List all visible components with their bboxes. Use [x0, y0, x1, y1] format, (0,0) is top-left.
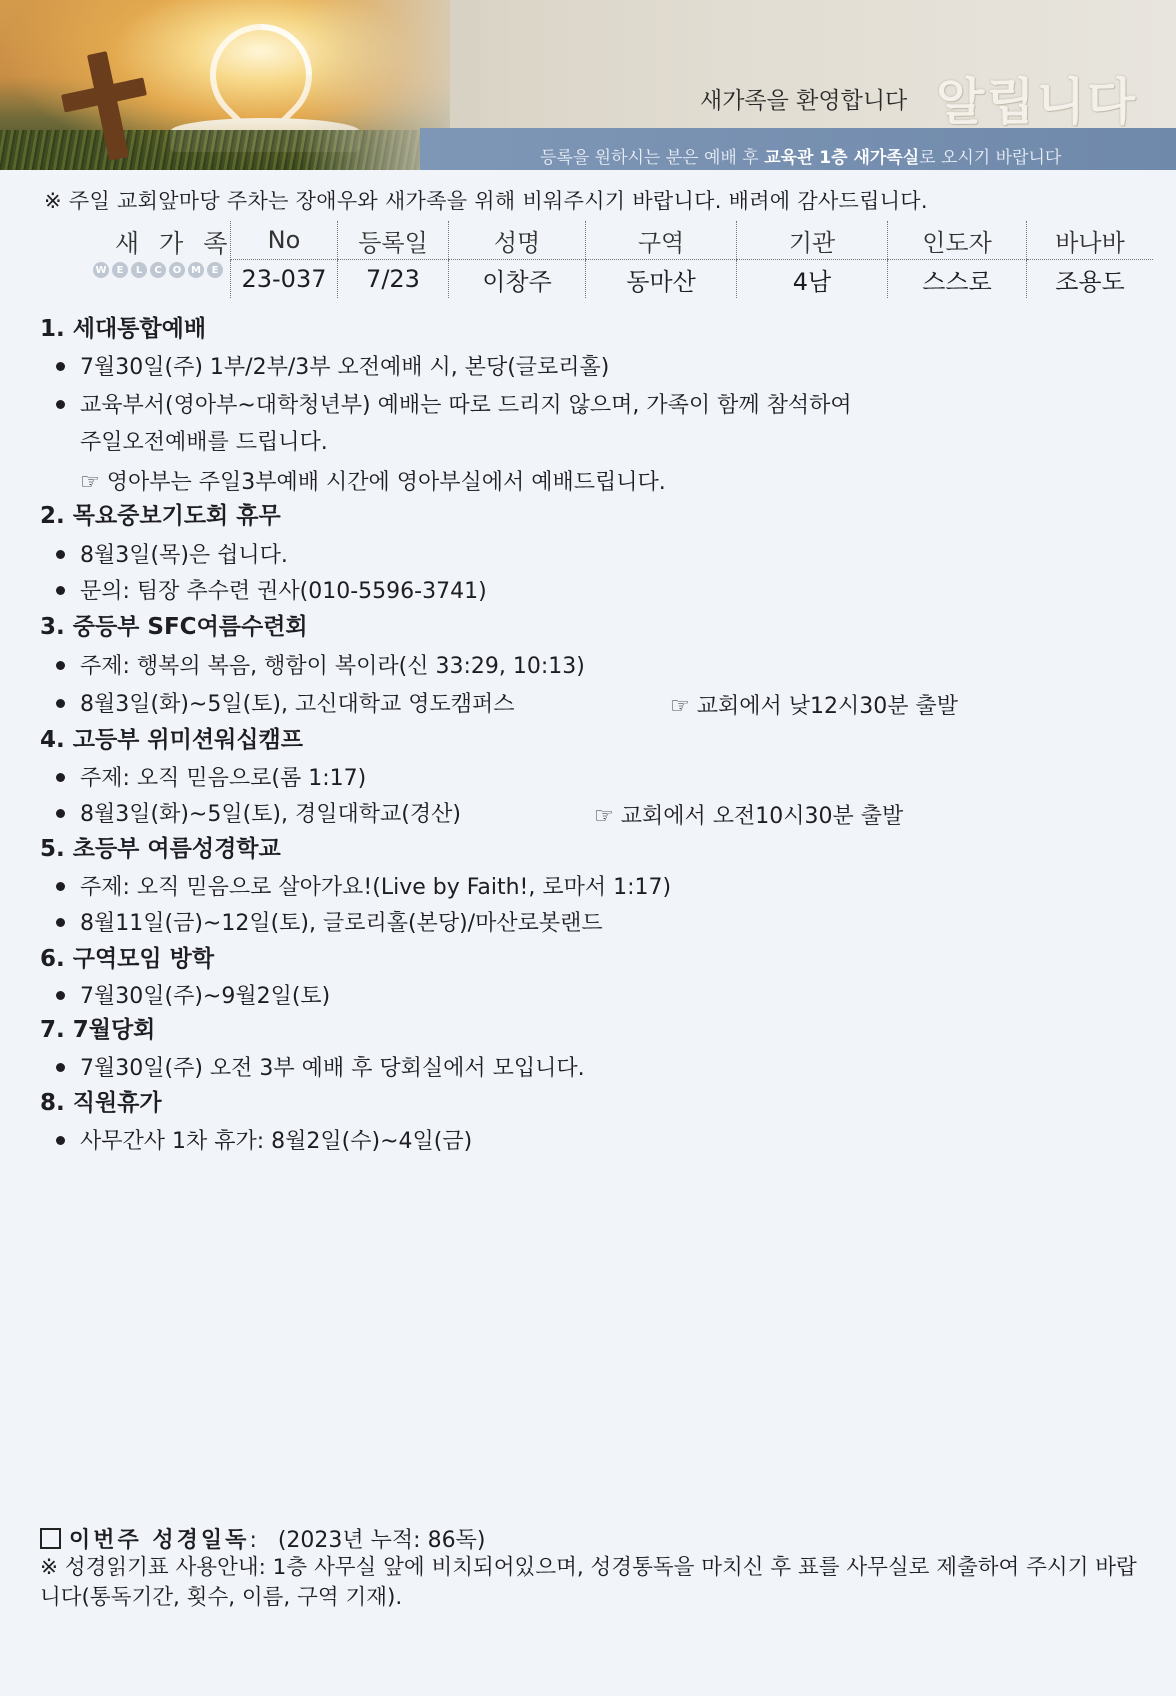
bible-reading-title: 이번주 성경일독	[69, 1527, 250, 1553]
list-item-text: 교육부서(영아부~대학청년부) 예배는 따로 드리지 않으며, 가족이 함께 참석하여	[80, 393, 852, 418]
welcome-letter: E	[112, 262, 128, 278]
list-item-text: 8월3일(화)~5일(토), 고신대학교 영도캠퍼스	[80, 692, 515, 717]
bible-reading-count: (2023년 누적: 86독)	[277, 1528, 486, 1553]
section-title: 2. 목요중보기도회 휴무	[40, 503, 281, 529]
welcome-letter: C	[150, 262, 166, 278]
welcome-title: 새가족을 환영합니다	[700, 88, 908, 114]
table-cell: 23-037	[231, 260, 338, 299]
list-item	[56, 388, 852, 419]
table-cell: 이창주	[449, 260, 586, 299]
list-item	[56, 649, 585, 680]
welcome-letter: M	[188, 262, 204, 278]
departure-note: ☞ 교회에서 낮12시30분 출발	[670, 694, 958, 719]
column-header: 등록일	[338, 221, 449, 260]
list-item-text: 8월11일(금)~12일(토), 글로리홀(본당)/마산로봇랜드	[80, 911, 603, 936]
list-item-text: 주제: 오직 믿음으로(롬 1:17)	[80, 766, 367, 791]
list-item-text: 7월30일(주) 1부/2부/3부 오전예배 시, 본당(글로리홀)	[80, 355, 610, 380]
column-header: No	[231, 221, 338, 260]
column-header: 구역	[586, 221, 737, 260]
table-cell: 조용도	[1027, 260, 1154, 299]
list-item-text: 7월30일(주)~9월2일(토)	[80, 984, 331, 1009]
table-cell: 7/23	[338, 260, 449, 299]
table-cell: 동마산	[586, 260, 737, 299]
list-item	[56, 350, 609, 381]
page-title: 알립니다	[936, 73, 1138, 131]
list-item	[56, 1124, 472, 1155]
table-cell: 스스로	[888, 260, 1027, 299]
welcome-badge	[92, 258, 224, 282]
column-header: 인도자	[888, 221, 1027, 260]
list-item	[56, 574, 487, 605]
list-item-text: 8월3일(화)~5일(토), 경일대학교(경산)	[80, 802, 461, 827]
list-item-text: 주제: 오직 믿음으로 살아가요!(Live by Faith!, 로마서 1:17)	[80, 875, 672, 900]
list-item-text: 7월30일(주) 오전 3부 예배 후 당회실에서 모입니다.	[80, 1056, 585, 1081]
section-title: 4. 고등부 위미션워십캠프	[40, 727, 303, 753]
registration-prefix: 등록을 원하시는 분은 예배 후	[540, 148, 765, 168]
list-item	[56, 1051, 585, 1082]
bible-reading-colon: :	[249, 1528, 257, 1553]
checkbox-square-icon	[40, 1528, 61, 1549]
table-row	[231, 260, 1154, 299]
parking-notice: ※ 주일 교회앞마당 주차는 장애우와 새가족을 위해 비워주시기 바랍니다. 배려에 감사드립니다.	[44, 189, 928, 213]
section-title: 8. 직원휴가	[40, 1090, 162, 1116]
list-item-text: 사무간사 1차 휴가: 8월2일(수)~4일(금)	[80, 1129, 473, 1154]
registration-notice	[540, 143, 1061, 168]
bible-reading-usage: ※ 성경읽기표 사용안내: 1층 사무실 앞에 비치되어있으며, 성경통독을 마치신 후 표를 사무실로 제출하여 주시기 바랍니다(통독기간, 횟수, 이름, 구역 기재).	[40, 1555, 1137, 1610]
section-title: 5. 초등부 여름성경학교	[40, 836, 281, 862]
welcome-letter: E	[207, 262, 223, 278]
welcome-letter: O	[169, 262, 185, 278]
list-item-continuation: 주일오전예배를 드립니다.	[80, 430, 328, 455]
departure-note: ☞ 교회에서 오전10시30분 출발	[594, 804, 904, 829]
list-item	[56, 761, 366, 792]
list-item	[56, 906, 603, 937]
section-title: 1. 세대통합예배	[40, 316, 207, 342]
section-title: 7. 7월당회	[40, 1017, 156, 1043]
section-title: 3. 중등부 SFC여름수련회	[40, 614, 308, 640]
table-cell: 4남	[737, 260, 888, 299]
list-item	[56, 538, 288, 569]
list-item	[56, 797, 461, 828]
section-title: 6. 구역모임 방학	[40, 946, 215, 972]
welcome-letter: W	[93, 262, 109, 278]
list-item	[56, 687, 515, 718]
table-header-row	[231, 221, 1154, 260]
registration-suffix: 로 오시기 바랍니다	[919, 148, 1062, 168]
column-header: 바나바	[1027, 221, 1154, 260]
new-family-label: 새 가 족	[115, 229, 234, 258]
registration-place: 교육관 1층 새가족실	[764, 148, 920, 168]
welcome-letter: L	[131, 262, 147, 278]
list-item-text: 문의: 팀장 추수련 권사(010-5596-3741)	[80, 579, 487, 604]
new-family-table	[230, 221, 1153, 298]
column-header: 성명	[449, 221, 586, 260]
list-item-text: 주제: 행복의 복음, 행함이 복이라(신 33:29, 10:13)	[80, 654, 585, 679]
section-note: ☞ 영아부는 주일3부예배 시간에 영아부실에서 예배드립니다.	[80, 470, 666, 495]
header-banner	[0, 0, 1176, 170]
list-item	[56, 979, 330, 1010]
column-header: 기관	[737, 221, 888, 260]
list-item	[56, 870, 671, 901]
bible-reading-header	[40, 1523, 485, 1554]
list-item-text: 8월3일(목)은 쉽니다.	[80, 543, 288, 568]
